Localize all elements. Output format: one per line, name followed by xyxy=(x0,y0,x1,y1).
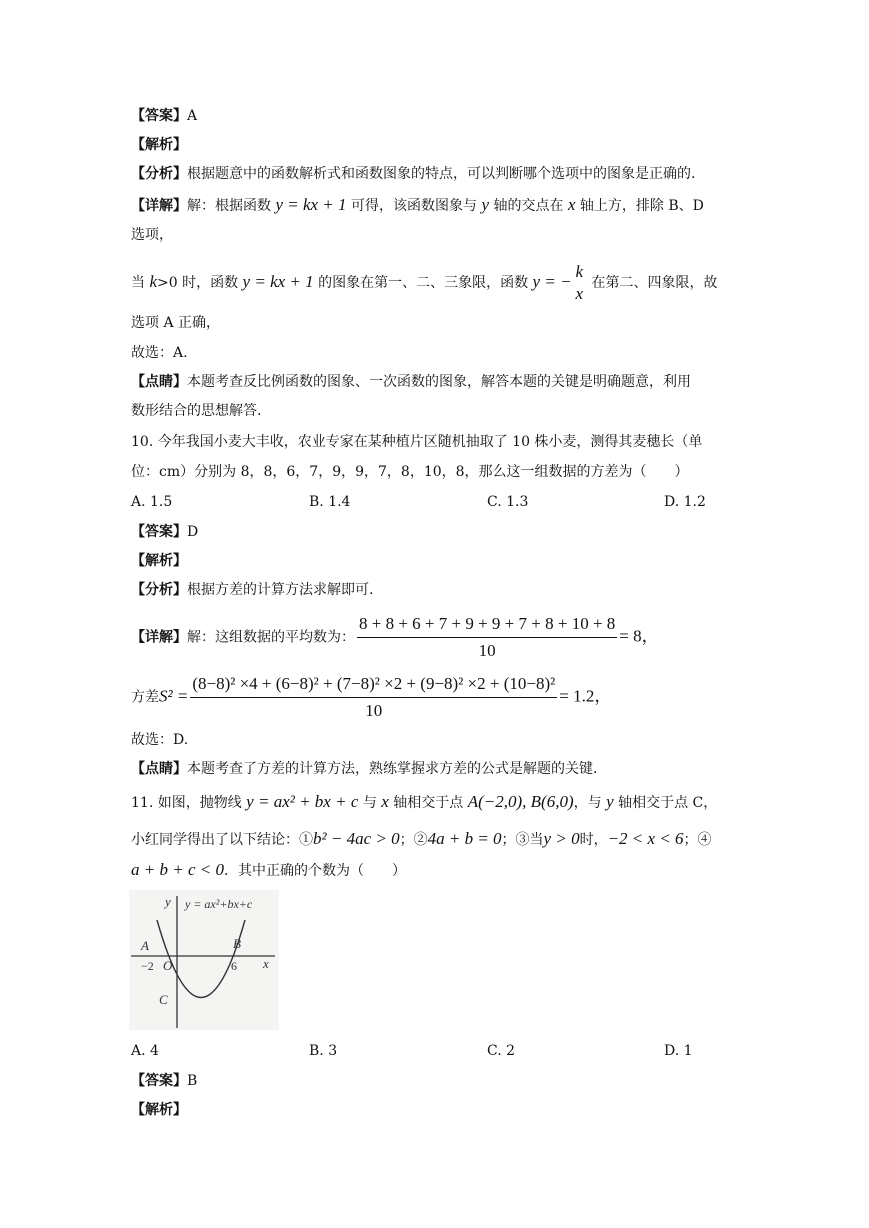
q10-comment xyxy=(131,759,597,779)
equation: y = ax² + bx + c xyxy=(246,792,359,811)
text: ；④ xyxy=(683,832,712,848)
comment-tag: 【点睛】 xyxy=(131,761,187,777)
text: 解：根据函数 xyxy=(187,198,271,214)
fig-origin: O xyxy=(163,958,173,973)
text: 轴上方，排除 B、D xyxy=(579,198,704,214)
q11-stem-line1 xyxy=(131,792,717,813)
q11-analysis-tag: 【解析】 xyxy=(131,1102,187,1118)
fenxi-tag: 【分析】 xyxy=(131,582,187,598)
q10-choose: 故选：D. xyxy=(131,732,189,748)
mean-result: = 8， xyxy=(619,626,659,646)
fraction xyxy=(574,262,586,304)
q10-option-b: B. 1.4 xyxy=(309,494,351,510)
fig-label-c: C xyxy=(159,992,168,1007)
text: 轴相交于点 xyxy=(393,795,464,811)
q11-answer xyxy=(131,1071,197,1091)
fig-label-a: A xyxy=(141,938,149,953)
detail-tag: 【详解】 xyxy=(131,629,187,646)
parabola-figure xyxy=(129,890,279,1030)
fenxi-tag: 【分析】 xyxy=(131,166,187,182)
text: ．其中正确的个数为（ ） xyxy=(223,863,406,879)
fig-equation: y = ax²+bx+c xyxy=(185,897,253,911)
text: 解：这组数据的平均数为： xyxy=(187,629,355,646)
mean-fraction xyxy=(357,612,617,663)
q10-option-d: D. 1.2 xyxy=(664,494,706,510)
q10-fenxi xyxy=(131,580,373,600)
q11-option-b: B. 3 xyxy=(309,1043,338,1059)
points: A(−2,0), B(6,0) xyxy=(467,792,574,811)
text: 时， xyxy=(579,832,608,848)
text: 本题考查了方差的计算方法，熟练掌握求方差的公式是解题的关键. xyxy=(187,761,598,777)
q10-analysis-tag: 【解析】 xyxy=(131,553,187,569)
text: 轴的交点在 xyxy=(493,198,564,214)
text: 的图象在第一、二、三象限，函数 xyxy=(318,275,529,291)
variance-fraction xyxy=(190,672,557,723)
detail-tag: 【详解】 xyxy=(131,198,187,214)
q10-option-c: C. 1.3 xyxy=(487,494,529,510)
q9-comment-line1 xyxy=(131,372,691,392)
answer-tag: 【答案】 xyxy=(131,1073,187,1089)
denominator: 10 xyxy=(478,641,496,660)
q10-stem-line2: 位：cm）分别为 8，8，6，7，9，9，7，8，10，8，那么这一组数据的方差为（ ） xyxy=(131,464,689,480)
q9-detail-line3 xyxy=(131,262,718,304)
conclusion-2: 4a + b = 0 xyxy=(427,829,502,848)
equation: y = kx + 1 xyxy=(242,272,314,291)
q10-answer xyxy=(131,522,198,542)
q9-analysis-tag: 【解析】 xyxy=(131,137,187,153)
text: ；② xyxy=(399,832,428,848)
fig-tick-neg2: −2 xyxy=(141,959,154,973)
text: 轴相交于点 C， xyxy=(618,795,718,811)
denominator: x xyxy=(575,284,584,303)
comment-tag: 【点睛】 xyxy=(131,374,187,390)
text: 在第二、四象限，故 xyxy=(591,275,718,291)
equation: y = kx + 1 xyxy=(275,195,347,214)
fig-tick-6: 6 xyxy=(231,959,237,973)
numerator: 8 + 8 + 6 + 7 + 9 + 9 + 7 + 8 + 10 + 8 xyxy=(357,612,617,638)
q10-stem-line1: 10. 今年我国小麦大丰收，农业专家在某种植片区随机抽取了 10 株小麦，测得其麦穗长（单 xyxy=(131,434,703,450)
text: 当 xyxy=(131,275,145,291)
var: y xyxy=(481,195,489,214)
q11-option-a: A. 4 xyxy=(131,1043,159,1059)
answer-value: A xyxy=(187,108,198,124)
var: x xyxy=(567,195,576,214)
q9-detail-line5: 故选：A. xyxy=(131,345,188,361)
q9-detail-line1 xyxy=(131,195,704,216)
var: y xyxy=(606,792,614,811)
answer-tag: 【答案】 xyxy=(131,524,187,540)
q10-variance-line xyxy=(131,672,611,723)
text: 本题考查反比例函数的图象、一次函数的图象，解答本题的关键是明确题意，利用 xyxy=(187,374,691,390)
variance-result: = 1.2， xyxy=(559,686,612,706)
numerator: k xyxy=(575,262,584,281)
denominator: 10 xyxy=(365,701,383,720)
answer-value: B xyxy=(187,1073,198,1089)
text: ；③当 xyxy=(501,832,544,848)
text: 11. 如图，抛物线 xyxy=(131,795,242,811)
q11-option-d: D. 1 xyxy=(664,1043,693,1059)
var: x xyxy=(381,792,389,811)
q11-option-c: C. 2 xyxy=(487,1043,516,1059)
q9-comment-line2: 数形结合的思想解答. xyxy=(131,403,262,419)
fenxi-text: 根据题意中的函数解析式和函数图象的特点，可以判断哪个选项中的图象是正确的. xyxy=(187,166,696,182)
fig-x-label: x xyxy=(263,956,269,971)
text: ，与 xyxy=(573,795,602,811)
q9-answer xyxy=(131,106,197,126)
fig-label-b: B xyxy=(233,936,241,951)
text: 可得，该函数图象与 xyxy=(351,198,477,214)
text: 与 xyxy=(362,795,377,811)
conclusion-3b: −2 < x < 6 xyxy=(607,829,684,848)
fig-y-label: y xyxy=(165,894,171,909)
q9-detail-line2: 选项， xyxy=(131,227,173,243)
q9-fenxi xyxy=(131,164,695,184)
conclusion-3a: y > 0 xyxy=(543,829,580,848)
conclusion-1: b² − 4ac > 0 xyxy=(313,829,400,848)
equation: y = − xyxy=(532,272,572,291)
variance-symbol: S² = xyxy=(159,686,189,706)
conclusion-4: a + b + c < 0 xyxy=(131,860,224,879)
text: >0 时，函数 xyxy=(157,275,239,291)
var: k xyxy=(149,272,157,291)
numerator: (8−8)² ×4 + (6−8)² + (7−8)² ×2 + (9−8)² ×2 + (10−8)² xyxy=(190,672,557,698)
text: 小红同学得出了以下结论：① xyxy=(131,832,313,848)
q11-stem-line2 xyxy=(131,829,712,850)
q10-mean-line xyxy=(131,612,659,663)
answer-value: D xyxy=(187,524,199,540)
q11-stem-line3 xyxy=(131,860,406,881)
q9-detail-line4: 选项 A 正确， xyxy=(131,315,221,331)
fenxi-text: 根据方差的计算方法求解即可. xyxy=(187,582,374,598)
answer-tag: 【答案】 xyxy=(131,108,187,124)
text: 方差 xyxy=(131,689,159,706)
q10-option-a: A. 1.5 xyxy=(131,494,173,510)
